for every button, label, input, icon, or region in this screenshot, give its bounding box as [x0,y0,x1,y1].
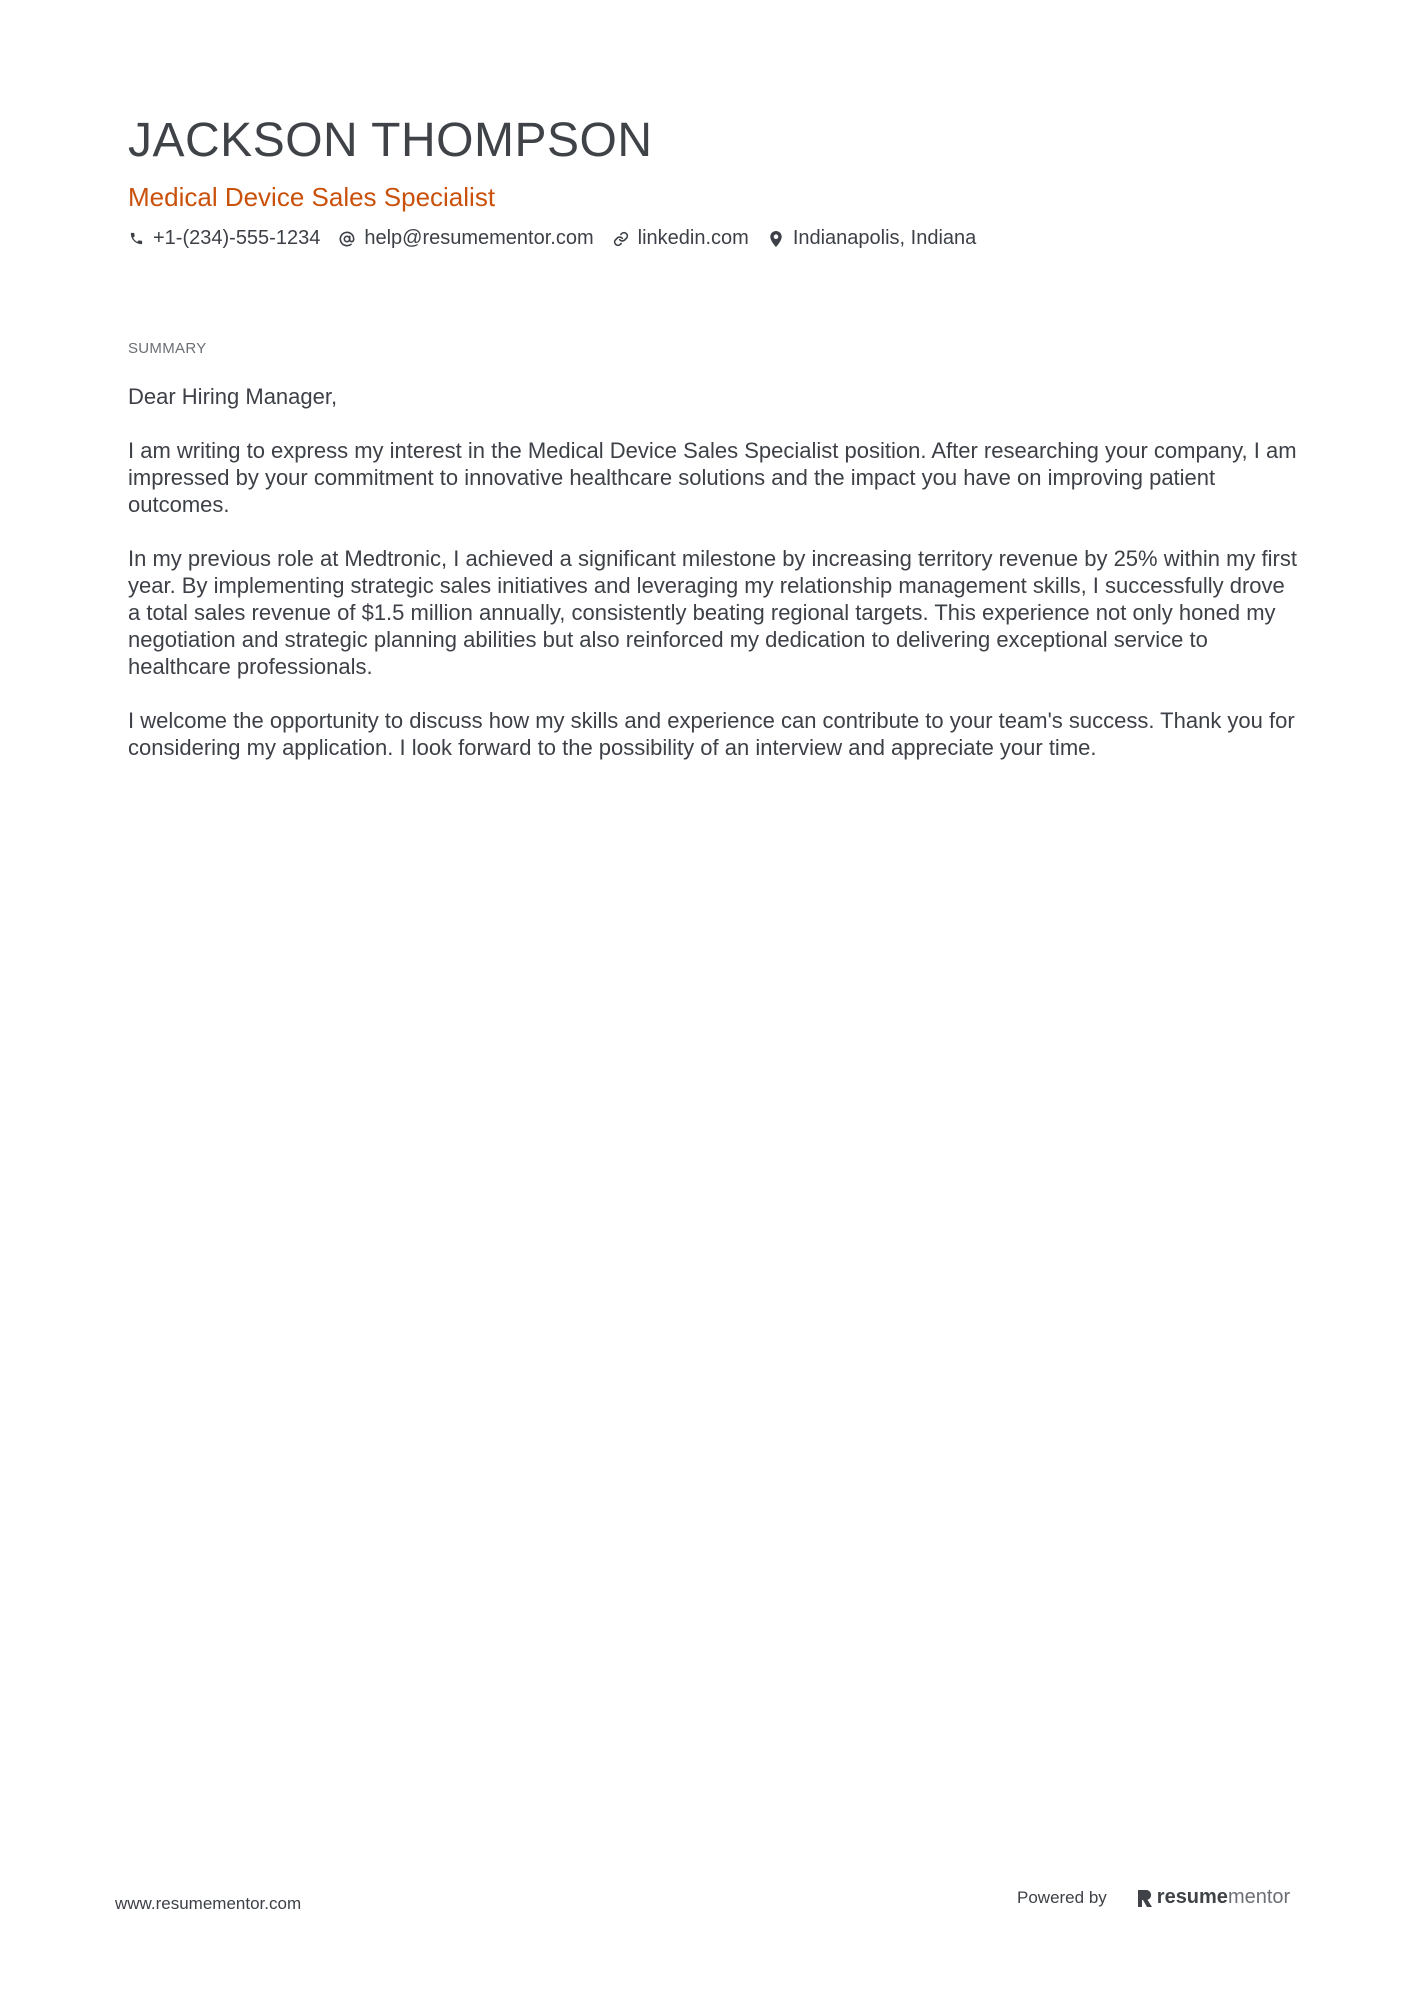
letter-paragraph-3: I welcome the opportunity to discuss how my skills and experience can contribute to your team's success. Thank you for considering my application. I look forward to the possibility of an interview and appreciate your time. [128,708,1295,760]
letter-paragraph-1: I am writing to express my interest in the Medical Device Sales Specialist position. After researching your company, I am impressed by your commitment to innovative healthcare solutions and the impact you have on improving patient outcomes. [128,438,1297,517]
contact-bar [128,227,995,250]
phone-icon [128,231,144,247]
brand-name-light: mentor [1227,1886,1291,1908]
job-title: Medical Device Sales Specialist [128,182,496,212]
candidate-name: JACKSON THOMPSON [128,114,653,167]
contact-phone-text: +1-(234)-555-1234 [153,227,321,249]
brand-name-bold: resume [1156,1886,1228,1908]
letter-paragraph-2: In my previous role at Medtronic, I achieved a significant milestone by increasing territory revenue by 25% within my first year. By implementing strategic sales initiatives and leveraging my relationship management skills, I successfully drove a total sales revenue of $1.5 million annually, consistently beating regional targets. This experience not only honed my negotiation and strategic planning abilities but also reinforced my dedication to delivering exceptional service to healthcare professionals. [128,546,1297,679]
contact-location [768,227,976,250]
contact-location-text: Indianapolis, Indiana [792,227,977,249]
contact-email[interactable] [339,227,593,250]
contact-linkedin[interactable] [613,227,749,250]
footer-branding [1017,1886,1290,1909]
link-icon [613,231,629,247]
brand-logo[interactable] [1137,1886,1290,1909]
resumementor-logo-icon [1137,1888,1153,1908]
location-pin-icon [768,231,784,247]
contact-email-text: help@resumementor.com [364,227,594,249]
footer-website-link[interactable]: www.resumementor.com [115,1894,302,1913]
section-label-summary: SUMMARY [128,340,207,357]
cover-letter-body [128,383,1298,788]
contact-linkedin-text: linkedin.com [637,227,749,249]
letter-greeting: Dear Hiring Manager, [128,384,338,409]
at-icon [339,231,355,247]
powered-by-label: Powered by [1017,1887,1107,1907]
contact-phone[interactable] [128,227,320,250]
